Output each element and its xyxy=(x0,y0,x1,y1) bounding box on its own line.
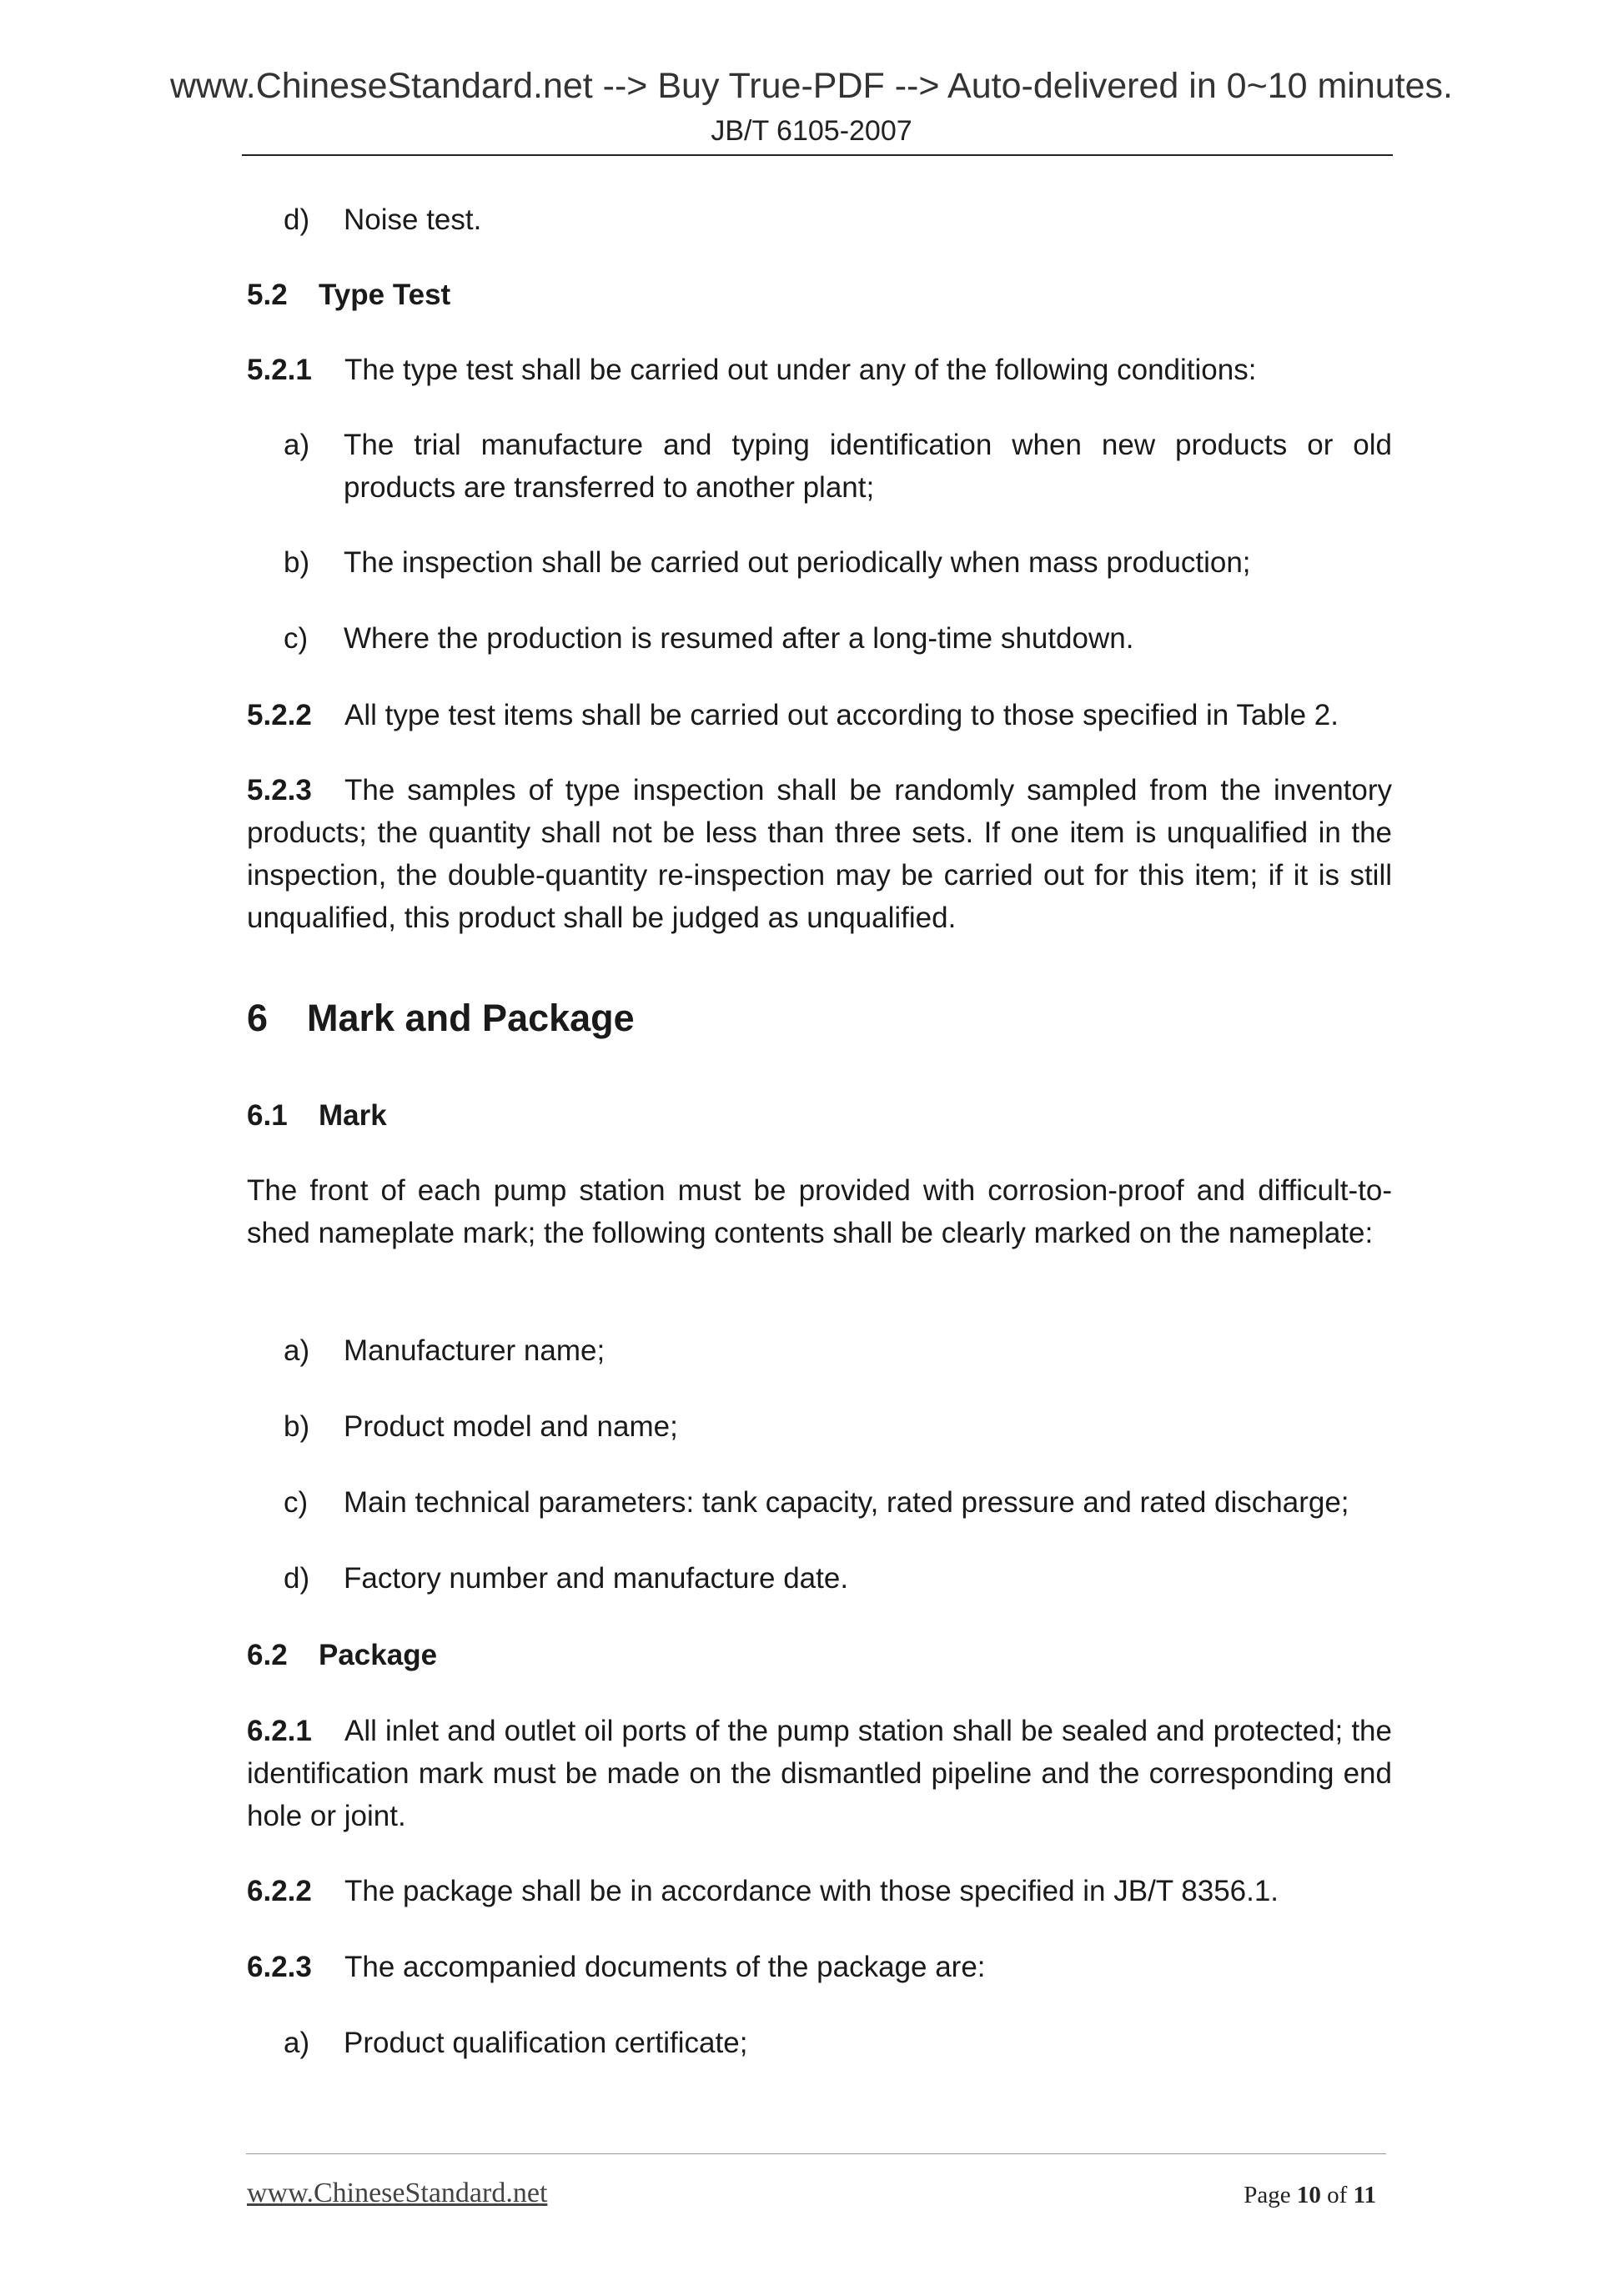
list-marker: c) xyxy=(284,1486,309,1519)
chapter-number: 6 xyxy=(247,997,269,1039)
clause-text: The package shall be in accordance with those specified in JB/T 8356.1. xyxy=(344,1875,1279,1907)
clause-text: All inlet and outlet oil ports of the pump station shall be sealed and protected; the identification mark must be made on the dismantled pipeline and the corresponding end hole or joint. xyxy=(247,1715,1392,1832)
clause-6-2-3 xyxy=(247,1946,1392,1988)
list-item xyxy=(284,424,1392,509)
page-current: 10 xyxy=(1296,2182,1321,2208)
document-id: JB/T 6105-2007 xyxy=(711,115,912,147)
list-item xyxy=(284,617,1392,660)
list-item xyxy=(284,2022,1392,2064)
list-text: The trial manufacture and typing identification when new products or old products are transferred to another plant; xyxy=(344,429,1392,504)
clause-text: The accompanied documents of the package are: xyxy=(344,1951,986,1983)
page-number xyxy=(1244,2178,1376,2212)
list-text: The inspection shall be carried out periodically when mass production; xyxy=(344,546,1251,579)
clause-number: 5.2.1 xyxy=(247,354,312,386)
list-text: Manufacturer name; xyxy=(344,1334,605,1367)
section-heading-6-1 xyxy=(247,1094,387,1137)
chapter-heading-6 xyxy=(247,995,635,1042)
list-item xyxy=(284,1481,1392,1524)
clause-6-2-2 xyxy=(247,1870,1392,1912)
page-word: Page xyxy=(1244,2182,1291,2208)
list-marker: c) xyxy=(284,622,309,655)
clause-6-2-1 xyxy=(247,1710,1392,1837)
page-of: of xyxy=(1327,2182,1348,2208)
clause-number: 6.2.3 xyxy=(247,1951,312,1983)
clause-5-2-1 xyxy=(247,349,1392,391)
section-number: 6.2 xyxy=(247,1639,288,1671)
list-marker: a) xyxy=(284,1334,310,1367)
list-marker: d) xyxy=(284,203,310,236)
clause-text: The samples of type inspection shall be randomly sampled from the inventory products; the quantity shall not be less than three sets. If one item is unqualified in the inspection, the double-quantity re-inspection may be carried out for this item; if it is still unqualified, this product shall be judged as unqualified. xyxy=(247,774,1392,934)
section-title: Type Test xyxy=(319,279,451,311)
paragraph: The front of each pump station must be provided with corrosion-proof and difficult-to-shed nameplate mark; the following contents shall be clearly marked on the nameplate: xyxy=(247,1174,1392,1249)
section-title: Package xyxy=(319,1639,438,1671)
list-text: Product model and name; xyxy=(344,1410,678,1443)
list-marker: a) xyxy=(284,2027,310,2059)
list-text: Where the production is resumed after a long-time shutdown. xyxy=(344,622,1134,655)
clause-5-2-3 xyxy=(247,769,1392,939)
clause-number: 6.2.1 xyxy=(247,1715,312,1747)
list-text: Product qualification certificate; xyxy=(344,2027,748,2059)
page-total: 11 xyxy=(1353,2182,1376,2208)
list-text: Noise test. xyxy=(344,203,482,236)
list-text: Factory number and manufacture date. xyxy=(344,1562,849,1595)
list-item xyxy=(284,1405,1392,1448)
list-item xyxy=(284,1329,1392,1372)
section-heading-6-2 xyxy=(247,1634,437,1676)
header-rule xyxy=(242,154,1393,156)
clause-number: 5.2.3 xyxy=(247,774,312,806)
footer-rule xyxy=(246,2153,1386,2154)
section-heading-5-2 xyxy=(247,274,450,316)
list-item xyxy=(284,198,1392,241)
clause-number: 6.2.2 xyxy=(247,1875,312,1907)
list-marker: b) xyxy=(284,546,310,579)
section-number: 6.1 xyxy=(247,1099,288,1132)
clause-text: All type test items shall be carried out according to those specified in Table 2. xyxy=(344,699,1339,731)
footer-site-link[interactable]: www.ChineseStandard.net xyxy=(247,2178,548,2208)
list-marker: a) xyxy=(284,429,310,461)
list-marker: b) xyxy=(284,1410,310,1443)
clause-number: 5.2.2 xyxy=(247,699,312,731)
clause-text: The type test shall be carried out under any of the following conditions: xyxy=(344,354,1257,386)
section-number: 5.2 xyxy=(247,279,288,311)
list-text: Main technical parameters: tank capacity, rated pressure and rated discharge; xyxy=(344,1486,1349,1519)
list-marker: d) xyxy=(284,1562,310,1595)
section-title: Mark xyxy=(319,1099,387,1132)
list-item xyxy=(284,1557,1392,1600)
header-banner: www.ChineseStandard.net --> Buy True-PDF --> Auto-delivered in 0~10 minutes. xyxy=(169,66,1453,106)
clause-5-2-2 xyxy=(247,694,1392,736)
chapter-title: Mark and Package xyxy=(307,997,635,1039)
list-item xyxy=(284,541,1392,584)
